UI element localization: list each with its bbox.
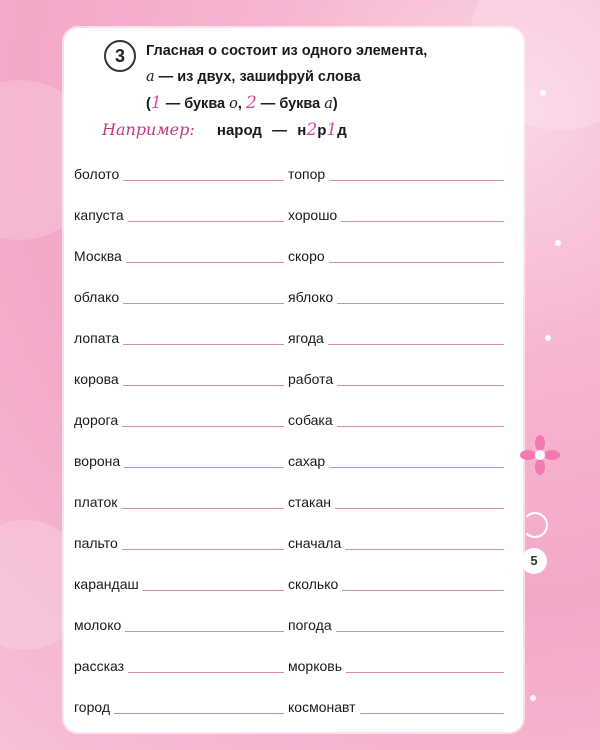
task-instructions [146, 38, 516, 117]
left-row [74, 162, 284, 184]
answer-line[interactable] [346, 672, 504, 673]
right-word: собака [288, 412, 333, 428]
right-row [288, 203, 504, 225]
instruction-line-3: (1 — буква о, 2 — буква а) [146, 93, 338, 113]
right-word: работа [288, 371, 334, 387]
example-encoded: н2р1д [297, 120, 347, 140]
left-word: платок [74, 494, 118, 510]
left-row [74, 572, 284, 594]
right-row [288, 531, 504, 553]
sparkle-dot [545, 335, 551, 341]
left-row [74, 449, 284, 471]
answer-line[interactable] [122, 426, 284, 427]
answer-line[interactable] [342, 590, 504, 591]
answer-line[interactable] [337, 426, 504, 427]
left-word: корова [74, 371, 119, 387]
left-word: карандаш [74, 576, 139, 592]
example-word: народ [216, 122, 262, 139]
right-row [288, 490, 504, 512]
page-number: 5 [521, 548, 547, 574]
answer-line[interactable] [126, 262, 284, 263]
answer-line[interactable] [341, 221, 504, 222]
right-row [288, 572, 504, 594]
left-word: болото [74, 166, 120, 182]
right-word: хорошо [288, 207, 338, 223]
right-word: сахар [288, 453, 326, 469]
sparkle-dot [530, 695, 536, 701]
right-row [288, 162, 504, 184]
answer-line[interactable] [337, 385, 504, 386]
answer-line[interactable] [123, 303, 284, 304]
left-row [74, 654, 284, 676]
right-word: стакан [288, 494, 331, 510]
instruction-line-2: а — из двух, зашифруй слова [146, 69, 361, 85]
task-number-badge: 3 [104, 40, 136, 72]
left-row [74, 285, 284, 307]
left-word: лопата [74, 330, 120, 346]
answer-line[interactable] [143, 590, 284, 591]
right-word: яблоко [288, 289, 334, 305]
answer-line[interactable] [128, 672, 284, 673]
answer-line[interactable] [123, 385, 284, 386]
right-row [288, 408, 504, 430]
right-word: скоро [288, 248, 325, 264]
answer-line[interactable] [124, 467, 284, 468]
answer-line[interactable] [360, 713, 504, 714]
left-row [74, 326, 284, 348]
right-word: топор [288, 166, 326, 182]
left-row [74, 695, 284, 717]
answer-line[interactable] [335, 508, 504, 509]
right-row [288, 244, 504, 266]
left-word: ворона [74, 453, 121, 469]
answer-line[interactable] [123, 180, 284, 181]
left-word: дорога [74, 412, 119, 428]
left-word: молоко [74, 617, 122, 633]
answer-line[interactable] [345, 549, 504, 550]
left-row [74, 490, 284, 512]
right-word: погода [288, 617, 332, 633]
right-word: сначала [288, 535, 342, 551]
answer-line[interactable] [122, 549, 284, 550]
answer-line[interactable] [329, 467, 504, 468]
left-word: пальто [74, 535, 118, 551]
answer-line[interactable] [128, 221, 284, 222]
flower-icon [520, 435, 560, 485]
right-row [288, 695, 504, 717]
right-row [288, 367, 504, 389]
left-row [74, 613, 284, 635]
right-word: морковь [288, 658, 342, 674]
left-word: город [74, 699, 111, 715]
answer-line[interactable] [121, 508, 284, 509]
answer-line[interactable] [329, 262, 504, 263]
right-word: космонавт [288, 699, 356, 715]
right-row [288, 326, 504, 348]
left-word: капуста [74, 207, 124, 223]
right-word: ягода [288, 330, 324, 346]
right-word: сколько [288, 576, 339, 592]
left-word: облако [74, 289, 120, 305]
left-row [74, 367, 284, 389]
right-row [288, 285, 504, 307]
sparkle-dot [555, 240, 561, 246]
answer-line[interactable] [114, 713, 284, 714]
answer-line[interactable] [329, 180, 504, 181]
example-line [102, 120, 502, 140]
instruction-line-1: Гласная о состоит из одного элемента, [146, 43, 428, 59]
left-row [74, 203, 284, 225]
left-row [74, 408, 284, 430]
answer-line[interactable] [125, 631, 284, 632]
left-word: рассказ [74, 658, 125, 674]
left-row [74, 244, 284, 266]
right-row [288, 613, 504, 635]
example-dash: — [272, 122, 288, 139]
left-row [74, 531, 284, 553]
right-row [288, 449, 504, 471]
left-word: Москва [74, 248, 122, 264]
swirl-decoration [522, 512, 548, 538]
answer-line[interactable] [123, 344, 284, 345]
sparkle-dot [540, 90, 546, 96]
example-label: Например: [102, 120, 195, 139]
answer-line[interactable] [328, 344, 504, 345]
right-row [288, 654, 504, 676]
answer-line[interactable] [336, 631, 504, 632]
answer-line[interactable] [337, 303, 504, 304]
